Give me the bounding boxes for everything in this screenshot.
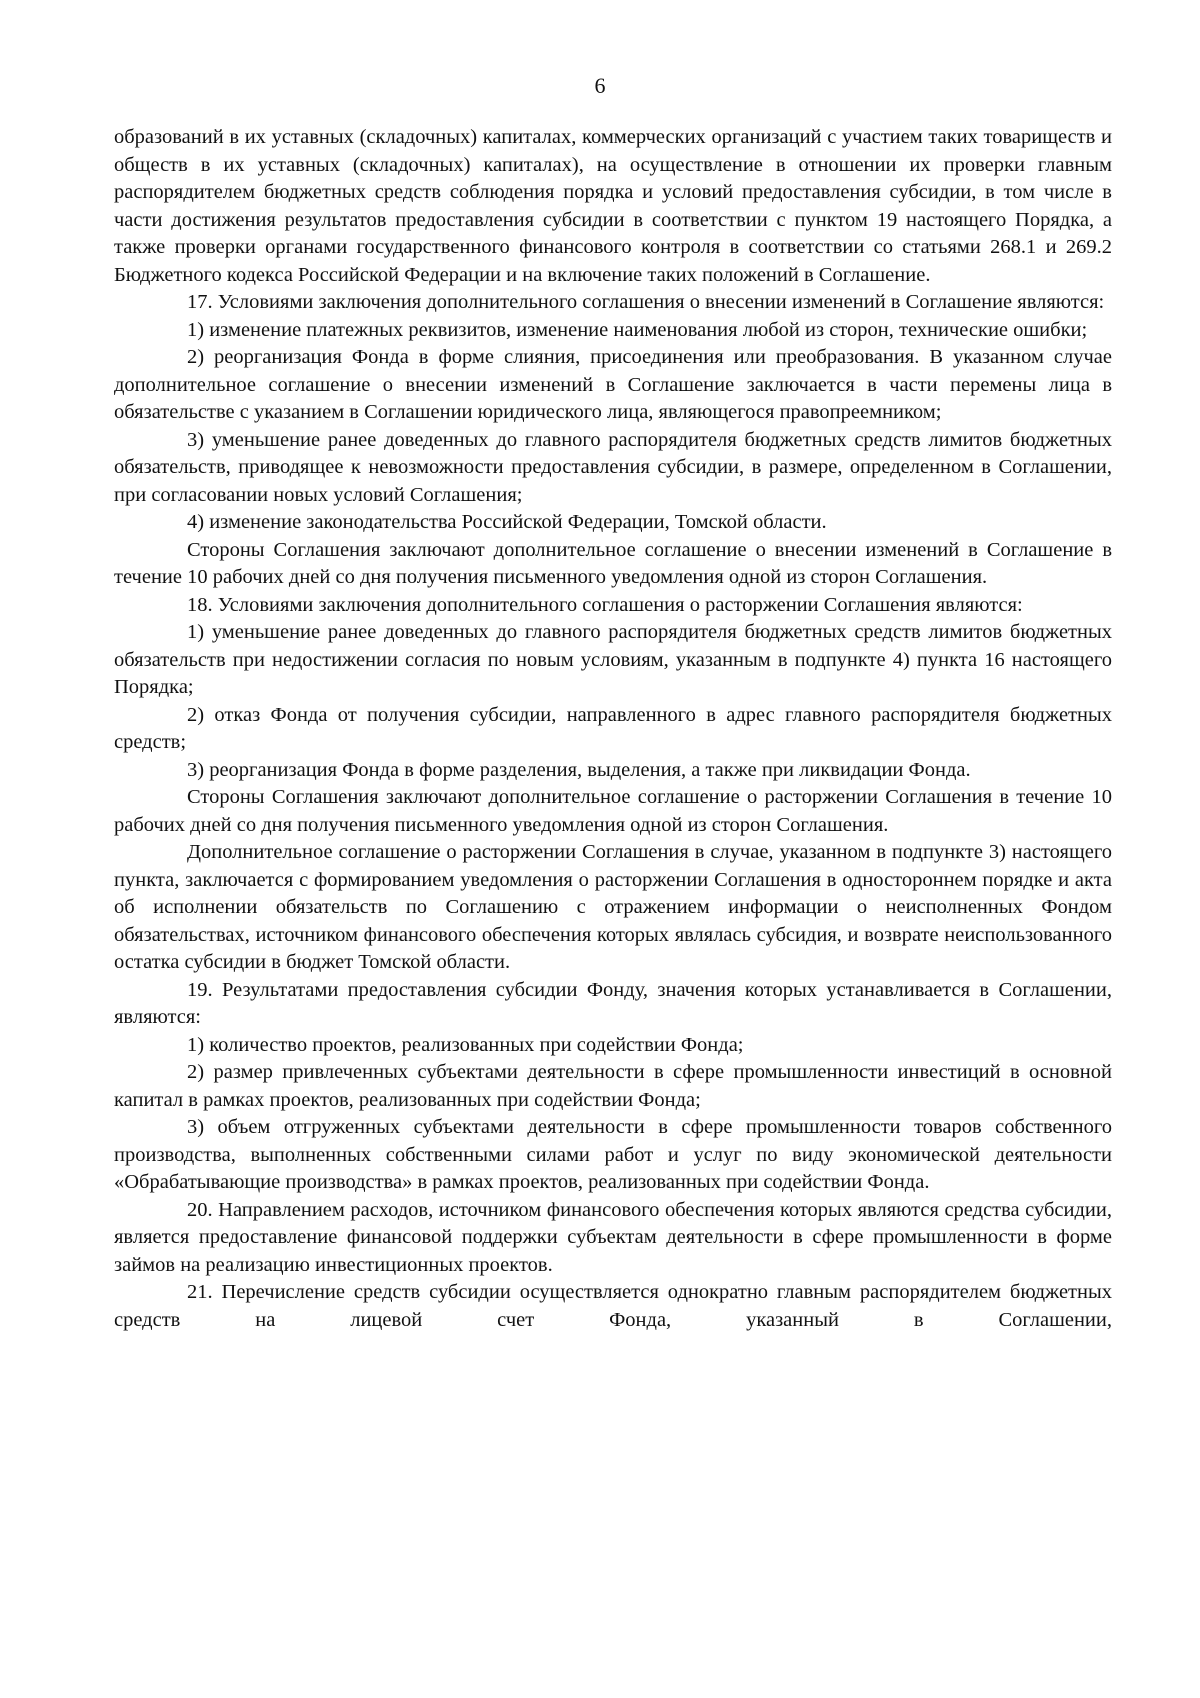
paragraph-17: 17. Условиями заключения дополнительного соглашения о внесении изменений в Соглашение являются:: [187, 291, 1105, 313]
paragraph-18-parties: Стороны Соглашения заключают дополнительное соглашение о расторжении Соглашения в течение 10 рабочих дней со дня получения письменного уведомления одной из сторон Соглашения.: [114, 786, 1112, 836]
page-number: 6: [594, 73, 606, 98]
paragraph-19-item-3: 3) объем отгруженных субъектами деятельности в сфере промышленности товаров собственного производства, выполненных собственными силами работ и услуг по виду экономической деятельности «Обрабатывающие производства» в рамках проектов, реализованных при содействии Фонда.: [114, 1116, 1112, 1193]
paragraph-18: 18. Условиями заключения дополнительного соглашения о расторжении Соглашения являются:: [187, 593, 1023, 616]
paragraph-17-item-2: 2) реорганизация Фонда в форме слияния, присоединения или преобразования. В указанном случае дополнительное соглашение о внесении изменений в Соглашение заключается в части перемены лица в обязательстве с указанием в Соглашении юридического лица, являющегося правопреемником;: [114, 346, 1112, 423]
paragraph-21: 21. Перечисление средств субсидии осуществляется однократно главным распорядителем бюджетных средств на лицевой счет Фонда, указанный в Соглашении,: [114, 1281, 1112, 1331]
paragraph-16-continuation: образований в их уставных (складочных) капиталах, коммерческих организаций с участием таких товариществ и обществ в их уставных (складочных) капиталах), на осуществление в отношении их проверки главным распорядителем бюджетных средств соблюдения порядка и условий предоставления субсидии, в том числе в части достижения результатов предоставления субсидии в соответствии с пунктом 19 настоящего Порядка, а также проверки органами государственного финансового контроля в соответствии со статьями 268.1 и 269.2 Бюджетного кодекса Российской Федерации и на включение таких положений в Соглашение.: [114, 126, 1112, 286]
paragraph-17-item-1: 1) изменение платежных реквизитов, изменение наименования любой из сторон, технические ошибки;: [187, 318, 1088, 341]
paragraph-20: 20. Направлением расходов, источником финансового обеспечения которых являются средства субсидии, является предоставление финансовой поддержки субъектам деятельности в сфере промышленности в форме займов на реализацию инвестиционных проектов.: [114, 1198, 1112, 1276]
paragraph-19-item-1: 1) количество проектов, реализованных при содействии Фонда;: [187, 1033, 744, 1056]
document-body: [114, 124, 1112, 1334]
paragraph-18-item-2: 2) отказ Фонда от получения субсидии, направленного в адрес главного распорядителя бюджетных средств;: [114, 703, 1112, 753]
paragraph-18-item-3: 3) реорганизация Фонда в форме разделения, выделения, а также при ликвидации Фонда.: [187, 758, 971, 781]
paragraph-17-parties: Стороны Соглашения заключают дополнительное соглашение о внесении изменений в Соглашение в течение 10 рабочих дней со дня получения письменного уведомления одной из сторон Соглашения.: [114, 538, 1112, 588]
paragraph-18-additional: Дополнительное соглашение о расторжении Соглашения в случае, указанном в подпункте 3) настоящего пункта, заключается с формированием уведомления о расторжении Соглашения в одностороннем порядке и акта об исполнении обязательств по Соглашению с отражением информации о неисполненных Фондом обязательствах, источником финансового обеспечения которых являлась субсидия, и возврате неиспользованного остатка субсидии в бюджет Томской области.: [114, 841, 1112, 973]
paragraph-18-item-1: 1) уменьшение ранее доведенных до главного распорядителя бюджетных средств лимитов бюджетных обязательств при недостижении согласия по новым условиям, указанным в подпункте 4) пункта 16 настоящего Порядка;: [114, 621, 1112, 698]
paragraph-19: 19. Результатами предоставления субсидии Фонду, значения которых устанавливается в Соглашении, являются:: [114, 978, 1112, 1028]
paragraph-17-item-4: 4) изменение законодательства Российской Федерации, Томской области.: [187, 511, 827, 533]
paragraph-17-item-3: 3) уменьшение ранее доведенных до главного распорядителя бюджетных средств лимитов бюджетных обязательств, приводящее к невозможности предоставления субсидии, в размере, определенном в Соглашении, при согласовании новых условий Соглашения;: [114, 428, 1112, 506]
paragraph-19-item-2: 2) размер привлеченных субъектами деятельности в сфере промышленности инвестиций в основной капитал в рамках проектов, реализованных при содействии Фонда;: [114, 1061, 1112, 1111]
